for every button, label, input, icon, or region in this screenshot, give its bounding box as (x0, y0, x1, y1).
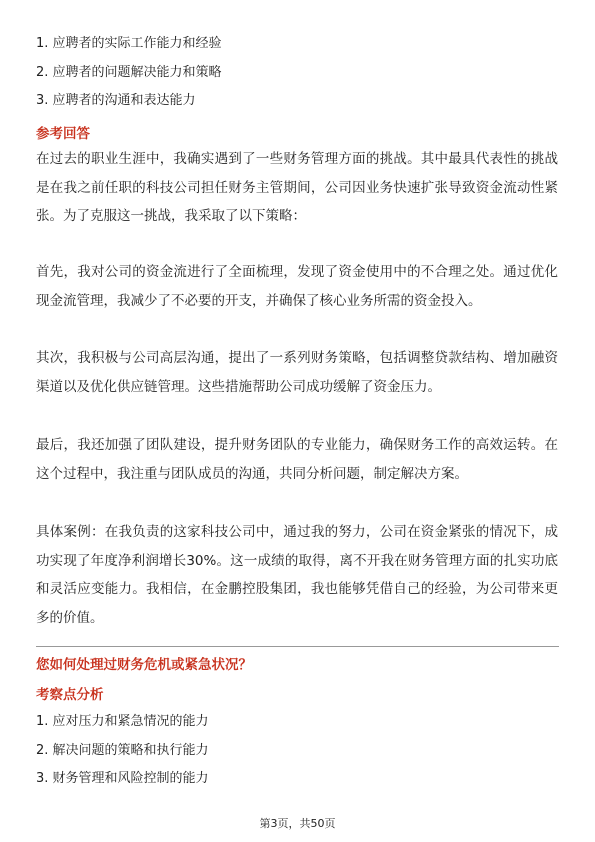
answer-paragraph: 最后，我还加强了团队建设，提升财务团队的专业能力，确保财务工作的高效运转。在这个过程中，我注重与团队成员的沟通，共同分析问题，制定解决方案。 (36, 437, 558, 482)
list-item: 1. 应聘者的实际工作能力和经验 (36, 36, 222, 51)
answer-paragraph: 具体案例：在我负责的这家科技公司中，通过我的努力，公司在资金紧张的情况下，成功实现了年度净利润增长30%。这一成绩的取得，离不开我在财务管理方面的扎实功底和灵活应变能力。我相信，在金鹏控股集团，我也能够凭借自己的经验，为公司带来更多的价值。 (36, 524, 558, 626)
list-item: 1. 应对压力和紧急情况的能力 (36, 714, 209, 729)
analysis-heading: 考察点分析 (36, 687, 104, 703)
answer-paragraph: 其次，我积极与公司高层沟通，提出了一系列财务策略，包括调整贷款结构、增加融资渠道以及优化供应链管理。这些措施帮助公司成功缓解了资金压力。 (36, 350, 558, 395)
answer-paragraph: 首先，我对公司的资金流进行了全面梳理，发现了资金使用中的不合理之处。通过优化现金流管理，我减少了不必要的开支，并确保了核心业务所需的资金投入。 (36, 264, 558, 309)
list-item: 2. 解决问题的策略和执行能力 (36, 742, 209, 758)
page-number: 第3页，共50页 (259, 817, 336, 830)
answer-paragraph: 在过去的职业生涯中，我确实遇到了一些财务管理方面的挑战。其中最具代表性的挑战是在我之前任职的科技公司担任财务主管期间，公司因业务快速扩张导致资金流动性紧张。为了克服这一挑战，我采取了以下策略： (36, 151, 558, 224)
list-item: 2. 应聘者的问题解决能力和策略 (36, 64, 222, 80)
list-item: 3. 财务管理和风险控制的能力 (36, 771, 209, 786)
question-heading: 您如何处理过财务危机或紧急状况？ (36, 657, 252, 673)
evaluation-points-list (36, 30, 222, 116)
section-divider (36, 646, 559, 647)
reference-answer-heading: 参考回答 (36, 126, 90, 142)
analysis-points-list (36, 708, 209, 794)
list-item: 3. 应聘者的沟通和表达能力 (36, 93, 196, 108)
